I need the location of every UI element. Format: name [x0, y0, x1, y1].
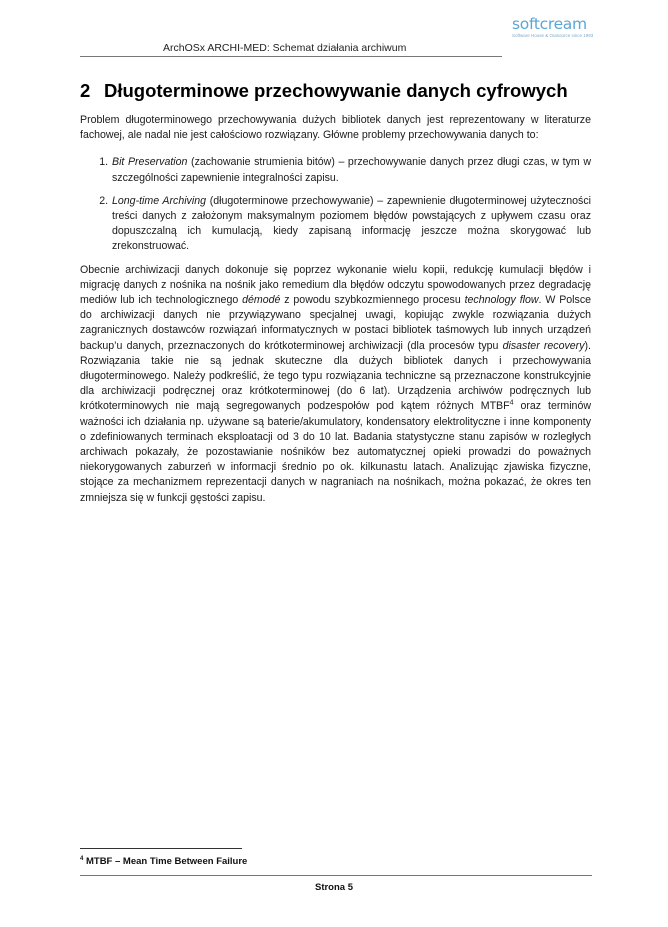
paragraph-text: Obecnie archiwizacji danych dokonuje się poprzez wykonanie wielu kopii, redukcję kumulacji błędów i migrację danych z nośnika na nośnik jako remedium dla błędów odczytu spowodowanych przez degradację mediów lub ich technologicznego — [80, 263, 591, 307]
list-item — [111, 155, 591, 185]
footnote-reference[interactable]: 4 — [509, 399, 514, 407]
paragraph-text: z powodu szybkozmiennego procesu — [280, 294, 465, 307]
italic-term: disaster recovery — [502, 339, 585, 352]
main-paragraph — [80, 263, 591, 506]
list-item-term: Long-time Archiving — [112, 194, 206, 207]
softcream-logo — [512, 16, 592, 42]
list-item — [111, 194, 591, 255]
footnote-number: 4 — [80, 855, 84, 862]
body-content — [80, 113, 591, 518]
list-item-description: (długoterminowe przechowywanie) – zapewnienie długoterminowej użyteczności treści danych z założonym maksymalnym poziomem błędów powstających z upływem czasu oraz dopuszczalną ich kumulacją, kiedy zapisaną informację jeszcze można skorygować lub zrekonstruować. — [112, 194, 591, 253]
section-heading — [80, 80, 600, 102]
list-item-description: (zachowanie strumienia bitów) – przechowywanie danych przez długi czas, w tym w szczególności zapewnienie integralności zapisu. — [112, 156, 591, 184]
paragraph-text: oraz terminów ważności ich działania np. używane są baterie/akumulatory, kondensatory elektrolityczne i inne komponenty o zdefiniowanych terminach eksploatacji od 3 do 10 lat. Badania statystyczne stanu zapisów w rozległych archiwach pokazały, że pozostawianie nośników bez automatycznej opieki prowadzi do poważnych niekorygowanych zaburzeń w informacji średnio po ok. kilkunastu latach. Analizując zjawiska fizyczne, stojące za mechanizmem reprezentacji danych w nagraniach na nośnikach, można pokazać, że okres ten zmniejsza się w funkcji gęstości zapisu. — [80, 400, 591, 504]
section-title: Długoterminowe przechowywanie danych cyfrowych — [104, 80, 568, 101]
footnote — [80, 856, 247, 867]
italic-term: démodé — [242, 294, 281, 307]
italic-term: technology flow — [464, 294, 539, 307]
footnote-divider — [80, 848, 242, 849]
intro-paragraph: Problem długoterminowego przechowywania dużych bibliotek danych jest reprezentowany w literaturze fachowej, ale nadal nie jest całościowo rozwiązany. Główne problemy przechowywania danych to: — [80, 114, 591, 142]
paragraph-text: . W Polsce do archiwizacji danych nie przywiązywano specjalnej uwagi, kopiując zwykle rozwiązania dużych zagranicznych dostawców rozwiązań informatycznych w postaci bibliotek taśmowych lub innych urządzeń backup’u danych, przeznaczonych do krótkoterminowej archiwizacji (dla procesów typu — [80, 294, 592, 352]
running-header-title: ArchOSx ARCHI-MED: Schemat działania archiwum — [163, 42, 407, 54]
problems-list — [80, 155, 591, 254]
section-number: 2 — [80, 80, 91, 101]
page-number: Strona 5 — [314, 882, 353, 893]
header-divider — [80, 56, 502, 57]
paragraph-text: ). Rozwiązania takie nie są jednak skuteczne dla dużych bibliotek danych i przechowywania długoterminowego. Należy podkreślić, że tego typu rozwiązania techniczne są przeznaczone konstrukcyjnie dla archiwizacji podręcznej oraz krótkoterminowej (do 6 lat). Urządzenia archiwów podręcznych lub krótkoterminowych nie mają segregowanych podzespołów pod kątem różnych MTBF — [80, 339, 591, 413]
logo-text: softcream — [512, 15, 587, 33]
list-item-term: Bit Preservation — [112, 156, 188, 169]
footer-divider — [80, 875, 592, 876]
footnote-text: MTBF – Mean Time Between Failure — [83, 856, 248, 867]
logo-tagline: Software House & Outsource since 1993 — [512, 33, 594, 38]
